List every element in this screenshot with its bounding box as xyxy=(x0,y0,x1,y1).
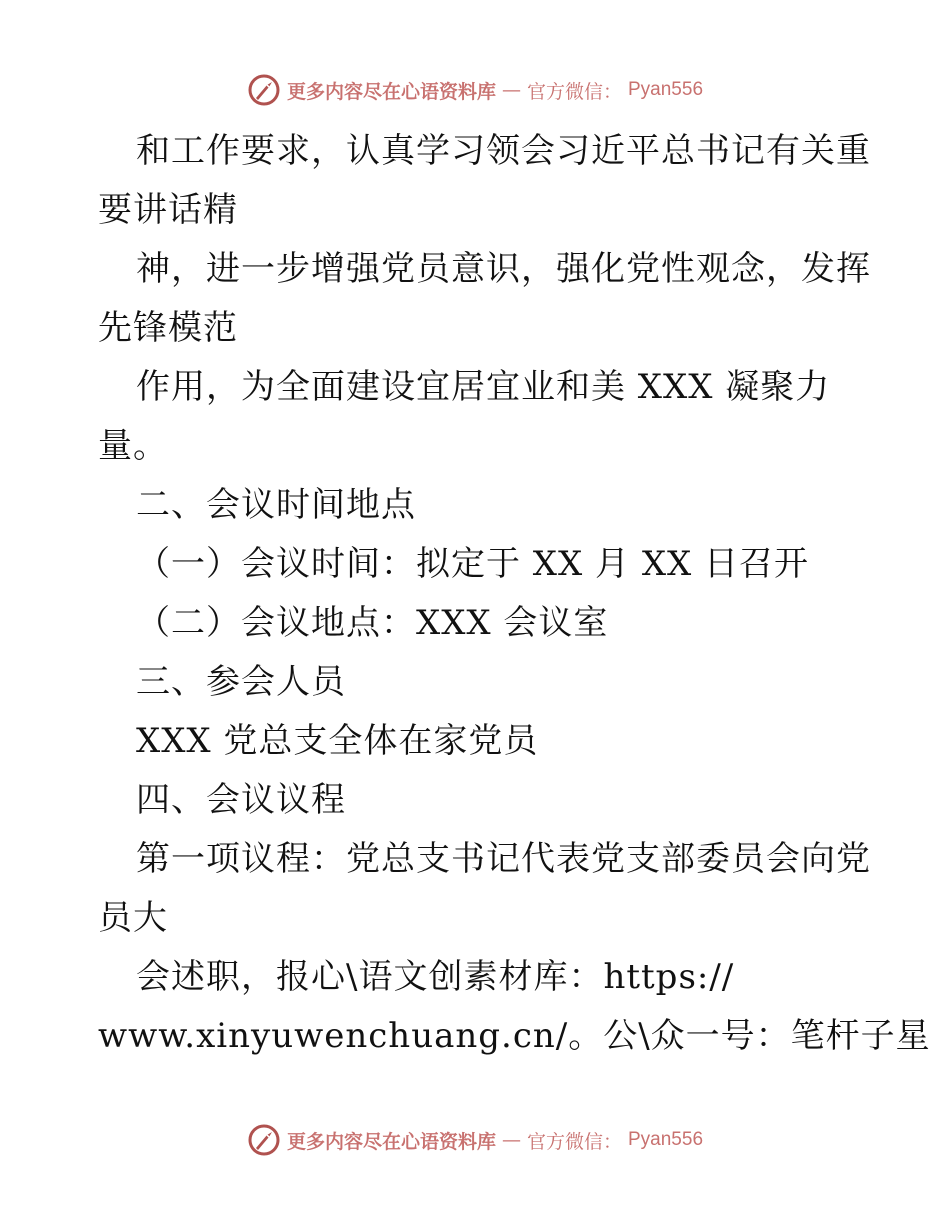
header-wechat-label: 官方微信： xyxy=(526,80,622,103)
body-line: 会述职，报心\语文创素材库：https:// xyxy=(136,957,735,997)
footer-banner xyxy=(0,1120,950,1160)
body-line: 员大 xyxy=(98,898,168,938)
body-line: （二）会议地点：XXX 会议室 xyxy=(136,603,609,643)
body-line: 先锋模范 xyxy=(98,308,238,348)
document-body xyxy=(98,122,931,1066)
header-banner-dash: — xyxy=(501,79,521,101)
section-heading: 二、会议时间地点 xyxy=(136,485,416,525)
header-banner xyxy=(0,70,950,110)
body-line: 作用，为全面建设宜居宜业和美 XXX 凝聚力 xyxy=(136,367,831,407)
body-line: www.xinyuwenchuang.cn/。公\众一号：笔杆子星 xyxy=(98,1016,931,1056)
footer-banner-dash: — xyxy=(501,1129,521,1151)
body-line: （一）会议时间：拟定于 XX 月 XX 日召开 xyxy=(136,544,810,584)
body-line: 神，进一步增强党员意识，强化党性观念，发挥 xyxy=(136,249,871,289)
body-line: 第一项议程：党总支书记代表党支部委员会向党 xyxy=(136,839,871,879)
section-heading: 三、参会人员 xyxy=(136,662,346,702)
section-heading: 四、会议议程 xyxy=(136,780,346,820)
header-banner-text: 更多内容尽在心语资料库 xyxy=(286,80,496,103)
pen-nib-logo-icon xyxy=(247,73,281,107)
footer-wechat-label: 官方微信： xyxy=(526,1130,622,1153)
header-wechat-id: Pyan556 xyxy=(628,79,704,100)
pen-nib-logo-icon xyxy=(247,1123,281,1157)
body-line: 和工作要求，认真学习领会习近平总书记有关重 xyxy=(136,131,871,171)
body-line: 量。 xyxy=(98,426,168,466)
footer-banner-text: 更多内容尽在心语资料库 xyxy=(286,1130,496,1153)
body-line: 要讲话精 xyxy=(98,190,238,230)
footer-wechat-id: Pyan556 xyxy=(628,1129,704,1150)
body-line: XXX 党总支全体在家党员 xyxy=(136,721,539,761)
